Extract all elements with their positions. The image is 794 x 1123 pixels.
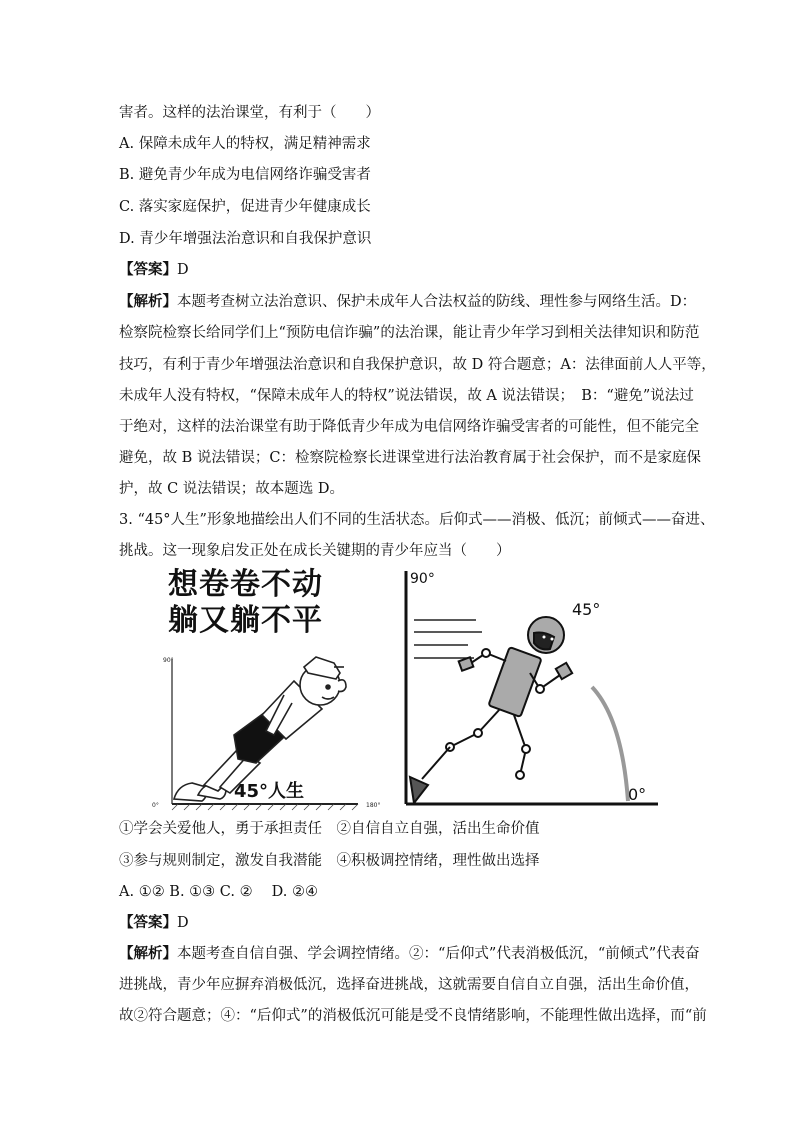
- q3-answer: [119, 913, 189, 933]
- q3-analysis-line-2: 进挑战，青少年应摒弃消极低沉，选择奋进挑战，这就需要自信自立自强，活出生命价值，: [119, 977, 699, 993]
- q3-items-line-2: ③参与规则制定，激发自我潜能 ④积极调控情绪，理性做出选择: [119, 853, 540, 869]
- left-axis-origin-label: 0°: [152, 802, 159, 809]
- analysis-label: 【解析】: [119, 945, 177, 962]
- right-top-label: 90°: [410, 571, 435, 587]
- q2-analysis-line-7: 护，故 C 说法错误；故本题选 D。: [119, 481, 345, 497]
- right-bottom-label: 0°: [628, 785, 647, 804]
- left-caption: 45°人生: [234, 781, 305, 802]
- speed-lines: [414, 620, 482, 658]
- answer-label: 【答案】: [119, 261, 177, 278]
- analysis-label: 【解析】: [119, 293, 177, 310]
- q3-options: A. ①② B. ①③ C. ② D. ②④: [119, 884, 319, 900]
- q2-analysis-line-3: 技巧，有利于青少年增强法治意识和自我保护意识，故 D 符合题意；A：法律面前人人平等，: [119, 357, 716, 373]
- right-panel: [406, 571, 658, 804]
- q3-stem-line-1: 3. “45°人生”形象地描绘出人们不同的生活状态。后仰式——消极、低沉；前倾式——奋进、: [119, 512, 715, 528]
- q2-analysis-line-5: 于绝对，这样的法治课堂有助于降低青少年成为电信网络诈骗受害者的可能性，但不能完全: [119, 419, 699, 435]
- 45-degree-life-figure: [138, 563, 668, 813]
- angle-arc: [592, 687, 628, 801]
- reclining-boy-figure: [174, 657, 346, 801]
- q2-analysis-line-2: 检察院检察长给同学们上“预防电信诈骗”的法治课，能让青少年学习到相关法律知识和防范: [119, 325, 700, 341]
- figure-title-line-1: 想卷卷不动: [168, 567, 323, 602]
- left-axis-right-label: 180°: [366, 802, 381, 809]
- q2-analysis-line-1: 【解析】本题考查树立法治意识、保护未成年人合法权益的防线、理性参与网络生活。D：: [119, 293, 697, 310]
- q2-option-d: D. 青少年增强法治意识和自我保护意识: [119, 231, 372, 247]
- answer-label: 【答案】: [119, 914, 177, 931]
- q3-stem-line-2: 挑战。这一现象启发正处在成长关键期的青少年应当（ ）: [119, 543, 511, 559]
- q2-answer: [119, 260, 189, 280]
- answer-value: D: [177, 262, 189, 278]
- q2-option-b: B. 避免青少年成为电信网络诈骗受害者: [119, 167, 371, 183]
- q2-analysis-line-4: 未成年人没有特权，“保障未成年人的特权”说法错误，故 A 说法错误； B：“避免”说法过: [119, 388, 694, 404]
- figure-title-line-2: 躺又躺不平: [168, 603, 323, 638]
- q3-items-line-1: ①学会关爱他人，勇于承担责任 ②自信自立自强，活出生命价值: [119, 821, 540, 837]
- q2-option-c: C. 落实家庭保护，促进青少年健康成长: [119, 199, 371, 215]
- left-panel: [152, 657, 380, 810]
- left-axis-top-label: 90°: [163, 657, 174, 664]
- q3-analysis-line-1: 【解析】本题考查自信自强、学会调控情绪。②：“后仰式”代表消极低沉，“前倾式”代表奋: [119, 945, 700, 962]
- q3-analysis-line-3: 故②符合题意；④：“后仰式”的消极低沉可能是受不良情绪影响，不能理性做出选择，而“前: [119, 1008, 707, 1024]
- q2-option-a: A. 保障未成年人的特权，满足精神需求: [119, 136, 371, 152]
- answer-value: D: [177, 915, 189, 931]
- right-mid-label: 45°: [572, 600, 601, 619]
- q2-stem-tail: 害者。这样的法治课堂，有利于（ ）: [119, 105, 380, 121]
- q2-analysis-line-6: 避免，故 B 说法错误；C：检察院检察长进课堂进行法治教育属于社会保护，而不是家庭保: [119, 450, 701, 466]
